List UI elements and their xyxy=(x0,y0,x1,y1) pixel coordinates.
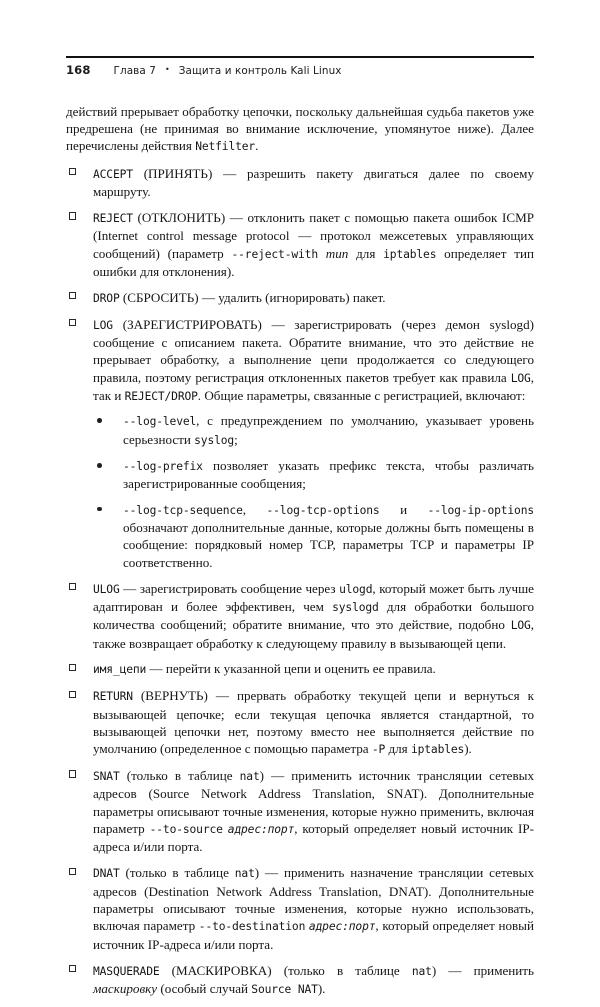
code-chain-name: имя_цепи xyxy=(93,663,147,677)
code-drop: DROP xyxy=(93,291,120,305)
page-content xyxy=(66,56,534,1007)
square-bullet-icon xyxy=(69,168,76,175)
code-iptables-return: iptables xyxy=(410,743,465,757)
code-log-tcp-sequence: --log-tcp-sequence xyxy=(123,503,243,517)
text-return-3: ). xyxy=(464,741,472,757)
actions-list xyxy=(66,165,534,999)
text-ulog-2: , который может быть лучше адаптирован и более эффективен, чем xyxy=(93,580,534,614)
list-item-dnat xyxy=(66,864,534,953)
code-to-destination: --to-destination xyxy=(198,920,306,934)
code-source-nat: Source NAT xyxy=(251,982,318,996)
sub-item-log-prefix xyxy=(93,457,534,493)
item-text xyxy=(93,767,534,856)
list-item-accept xyxy=(66,165,534,201)
code-snat: SNAT xyxy=(93,770,120,784)
code-log: LOG xyxy=(93,318,113,332)
list-item-chain-name xyxy=(66,660,534,678)
running-head xyxy=(66,63,534,77)
square-bullet-icon xyxy=(69,319,76,326)
text-snat-2: ) — применить источник трансляции сетевых адресов (Source Network Address Translation, SNAT). Дополнительные параметры описывают точные изменения, которые нужно применить, включая параметр xyxy=(93,768,534,837)
text-snat-4: , который определяет новый источник IP-адреса и/или порта. xyxy=(93,821,534,855)
code-syslogd: syslogd xyxy=(332,600,379,614)
page-number: 168 xyxy=(66,62,91,77)
text-masq-4: ). xyxy=(317,980,326,996)
item-text xyxy=(93,209,534,280)
sub-item-log-tcp-sequence xyxy=(93,501,534,571)
code-address-port: адрес:порт xyxy=(308,920,376,934)
code-dnat: DNAT xyxy=(93,867,120,881)
list-item-snat xyxy=(66,767,534,856)
text-masq-1: (МАСКИРОВКА) (только в таблице xyxy=(159,962,412,978)
text-log-prefix: позволяет указать префикс текста, чтобы различать зарегистрированные сообщения; xyxy=(123,457,534,492)
chapter-label: Глава 7 xyxy=(113,64,156,77)
list-item-drop xyxy=(66,289,534,307)
text-masq-3: (особый случай xyxy=(157,980,252,996)
sub-item-text xyxy=(123,457,534,493)
code-accept: ACCEPT xyxy=(93,167,133,181)
code-iptables: iptables xyxy=(383,247,437,261)
text-tcp-1: , xyxy=(242,501,267,517)
code-p-flag: -P xyxy=(371,743,386,757)
item-text xyxy=(93,660,534,678)
list-item-reject xyxy=(66,209,534,280)
text-reject-4: определяет тип ошибки для отклонения). xyxy=(93,245,534,279)
chapter-title: Защита и контроль Kali Linux xyxy=(178,64,342,77)
square-bullet-icon xyxy=(69,212,76,219)
code-nat-table: nat xyxy=(411,964,432,978)
square-bullet-icon xyxy=(69,965,76,972)
text-reject-1: (ОТКЛОНИТЬ) — отклонить пакет с помощью пакета ошибок ICMP (Internet control message protocol — протокол межсетевых управляющих сообщений) (параметр xyxy=(93,209,534,261)
text-log-1: (ЗАРЕГИСТРИРОВАТЬ) — зарегистрировать (через демон syslogd) сообщение с описанием пакета. Обратите внимание, что это действие не прерывает обработку, а выполнение цепи продолжается со следующего правила, поэтому регистрация отклоненных пакетов требует как правила xyxy=(93,316,534,385)
log-parameters-list xyxy=(93,412,534,571)
text-reject-2 xyxy=(318,246,326,261)
square-bullet-icon xyxy=(69,664,76,671)
code-nat-table: nat xyxy=(234,867,255,881)
round-bullet-icon xyxy=(97,463,102,468)
text-return-2: для xyxy=(385,741,411,757)
text-reject-3: для xyxy=(348,245,384,261)
code-ulog: ULOG xyxy=(93,582,120,596)
text-masq-2: ) — применить xyxy=(431,962,534,978)
intro-code-netfilter: Netfilter xyxy=(195,140,256,154)
code-log-tcp-options: --log-tcp-options xyxy=(266,503,380,517)
item-text xyxy=(93,962,534,999)
intro-text-2: . xyxy=(255,138,259,154)
square-bullet-icon xyxy=(69,292,76,299)
text-ulog-3: для обработки большого количества сообщений; обратите внимание, что это действие, подобно xyxy=(93,598,534,633)
text-snat-1: (только в таблице xyxy=(119,768,240,784)
code-log-level: --log-level xyxy=(123,415,197,429)
sub-item-text xyxy=(123,412,534,449)
text-drop: (СБРОСИТЬ) — удалить (игнорировать) пакет. xyxy=(119,289,386,305)
list-item-masquerade xyxy=(66,962,534,999)
square-bullet-icon xyxy=(69,770,76,777)
text-log-2: , так и xyxy=(93,369,534,403)
text-dnat-1: (только в таблице xyxy=(119,865,235,881)
item-text xyxy=(93,316,534,406)
list-item-return xyxy=(66,687,534,758)
item-text xyxy=(93,165,534,201)
square-bullet-icon xyxy=(69,868,76,875)
text-tcp-2: и xyxy=(379,501,428,517)
separator-dot: • xyxy=(164,64,170,74)
code-reject-with: --reject-with xyxy=(231,247,318,261)
text-chain-name: — перейти к указанной цепи и оценить ее правила. xyxy=(146,661,436,677)
code-log-rule: LOG xyxy=(510,371,531,385)
text-log-3: . Общие параметры, связанные с регистрацией, включают: xyxy=(197,387,526,403)
text-ulog-1: — зарегистрировать сообщение через xyxy=(119,580,340,596)
code-address-port: адрес:порт xyxy=(227,823,295,837)
text-dnat-4: , который определяет новый источник IP-адреса и/или порта. xyxy=(93,918,534,952)
text-tcp-3: обозначают дополнительные данные, которые должны быть помещены в сообщение: порядковый номер TCP, параметры TCP и параметры IP соответственно. xyxy=(123,519,534,570)
square-bullet-icon xyxy=(69,691,76,698)
square-bullet-icon xyxy=(69,583,76,590)
item-text xyxy=(93,580,534,652)
italic-masquerade: маскировку xyxy=(93,980,158,996)
text-ulog-4: , также возвращает обработку к следующему правилу в вызывающей цепи. xyxy=(93,617,534,651)
code-log-ref: LOG xyxy=(510,619,531,633)
intro-paragraph xyxy=(66,103,534,156)
round-bullet-icon xyxy=(97,418,102,423)
text-log-level-2: ; xyxy=(234,431,238,447)
list-item-log xyxy=(66,316,534,571)
item-text xyxy=(93,864,534,953)
text-return-1: (ВЕРНУТЬ) — прервать обработку текущей цепи и вернуться к вызывающей цепочке; если текущая цепочка является стандартной, то вызывающей цепочки нет, поэтому вместо нее выполняется действие по умолчанию (определенное с помощью параметра xyxy=(93,688,534,757)
code-nat-table: nat xyxy=(239,770,260,784)
sub-item-log-level xyxy=(93,412,534,449)
code-masquerade: MASQUERADE xyxy=(93,964,160,978)
code-reject-drop: REJECT/DROP xyxy=(124,389,198,403)
sub-item-text xyxy=(123,501,534,571)
text-accept: (ПРИНЯТЬ) — разрешить пакету двигаться далее по своему маршруту. xyxy=(93,165,534,199)
text-dnat-2: ) — применить назначение трансляции сетевых адресов (Destination Network Address Translation, DNAT). Дополнительные параметры описывают точные изменения, которые нужно использовать, включая параметр xyxy=(93,865,535,934)
code-log-ip-options: --log-ip-options xyxy=(427,503,534,517)
item-text xyxy=(93,289,534,307)
round-bullet-icon xyxy=(97,507,102,512)
code-reject: REJECT xyxy=(93,211,133,225)
code-syslog: syslog xyxy=(194,433,235,447)
item-text xyxy=(93,687,534,758)
italic-tip: тип xyxy=(325,245,349,261)
code-log-prefix: --log-prefix xyxy=(123,459,203,473)
text-log-level-1: , с предупреждением по умолчанию, указывает уровень серьезности xyxy=(123,413,534,447)
header-rule xyxy=(66,56,534,58)
code-return: RETURN xyxy=(93,690,133,704)
code-ulogd: ulogd xyxy=(339,582,373,596)
code-to-source: --to-source xyxy=(149,823,223,837)
intro-text-1: действий прерывает обработку цепочки, поскольку дальнейшая судьба пакетов уже предрешена (не принимая во внимание исключение, упомянутое ниже). Далее перечислены действия xyxy=(66,103,534,154)
list-item-ulog xyxy=(66,580,534,652)
